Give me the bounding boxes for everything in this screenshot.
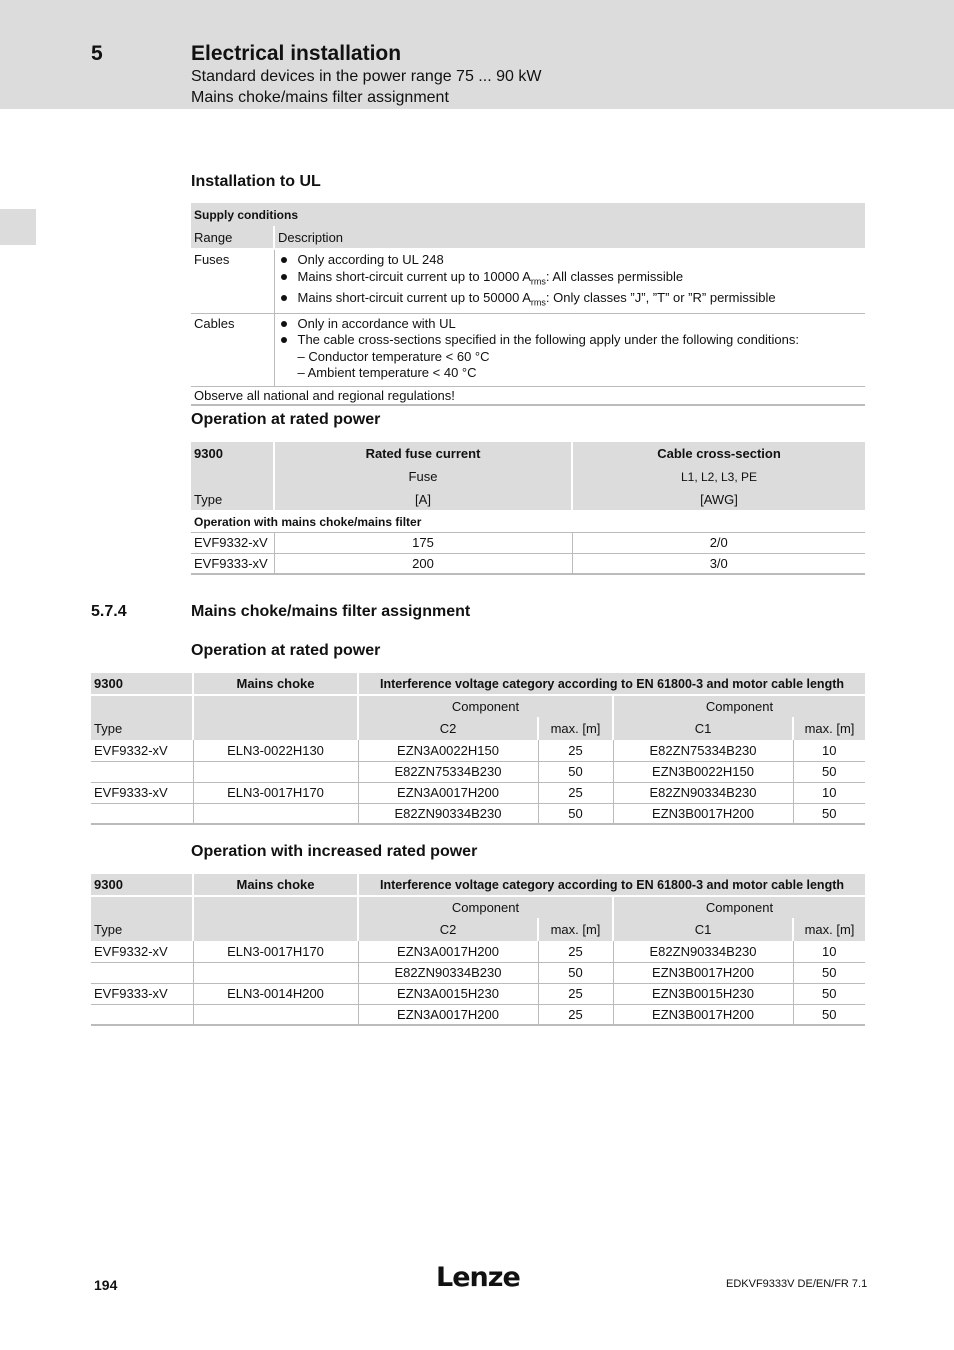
col-c2: C2 [358,717,538,740]
list-item: Mains short-circuit current up to 50000 $A_{rms}$: Only classes ”J”, ”T” or ”R” permissible [278,290,863,311]
choke-rated-table [91,673,865,825]
col-c1-max: max. [m] [793,918,865,941]
table-row: EVF9333-xV 200 3/0 [191,553,865,574]
chapter-header-band [0,0,954,109]
unit-fuse: [A] [274,488,572,511]
list-item: The cable cross-sections specified in the following apply under the following conditions: [278,332,863,349]
col-9300: 9300 [94,676,123,691]
fuses-label: Fuses [194,252,230,267]
list-item: Only according to UL 248 [278,252,863,269]
col-9300: 9300 [194,446,223,461]
page-number: 194 [94,1277,118,1293]
col-cable-cross: Cable cross-section [572,442,865,465]
col-9300: 9300 [94,877,123,892]
section-number: 5.7.4 [91,603,127,620]
rated-power-heading: Operation at rated power [191,411,381,428]
col-c1-max: max. [m] [793,717,865,740]
type-label: Type [94,721,123,736]
col-rated-fuse: Rated fuse current [274,442,572,465]
lenze-logo: Lenze [436,1262,520,1293]
supply-conditions-title: Supply conditions [194,207,298,222]
list-item: Mains short-circuit current up to 10000 $A_{rms}$: All classes permissible [278,269,863,290]
cables-label: Cables [194,315,235,331]
document-id: EDKVF9333V DE/EN/FR 7.1 [726,1278,868,1290]
sub-cable: L1, L2, L3, PE [572,465,865,488]
col-mains-choke: Mains choke [193,874,358,896]
chapter-number: 5 [91,42,103,65]
chapter-subtitle-2: Mains choke/mains filter assignment [191,89,449,106]
choke-increased-heading: Operation with increased rated power [191,843,478,860]
col-interference: Interference voltage category according to EN 61800-3 and motor cable length [358,874,865,896]
sub-fuse: Fuse [274,465,572,488]
table-row: E82ZN75334B230 50 EZN3B0022H150 50 [91,761,865,782]
choke-rated-heading: Operation at rated power [191,642,381,659]
table-row: EVF9333-xV ELN3-0017H170 EZN3A0017H200 25 E82ZN90334B230 10 [91,782,865,803]
list-item: Only in accordance with UL [278,316,863,333]
fuses-list [278,252,863,311]
table-row: EVF9333-xV ELN3-0014H200 EZN3A0015H230 25 EZN3B0015H230 50 [91,983,865,1004]
group-label: Operation with mains choke/mains filter [194,514,422,529]
chapter-subtitle-1: Standard devices in the power range 75 ... 90 kW [191,68,542,85]
table-row: EZN3A0017H200 25 EZN3B0017H200 50 [91,1004,865,1025]
col-c2-max: max. [m] [538,918,613,941]
component-c2: Component [358,695,613,717]
component-c2: Component [358,896,613,918]
col-range: Range [191,226,274,249]
section-title: Mains choke/mains filter assignment [191,603,471,620]
table-row: E82ZN90334B230 50 EZN3B0017H200 50 [91,962,865,983]
choke-increased-table [91,874,865,1026]
table-row: EVF9332-xV 175 2/0 [191,532,865,553]
col-c1: C1 [613,717,793,740]
col-c1: C1 [613,918,793,941]
ul-heading: Installation to UL [191,173,321,190]
col-interference: Interference voltage category according to EN 61800-3 and motor cable length [358,673,865,695]
supply-conditions-table [191,203,865,406]
col-c2-max: max. [m] [538,717,613,740]
rated-fuse-table [191,442,865,575]
chapter-title: Electrical installation [191,42,402,65]
col-description: Description [274,226,865,249]
component-c1: Component [613,695,865,717]
col-mains-choke: Mains choke [193,673,358,695]
component-c1: Component [613,896,865,918]
condition-conductor-temp: – Conductor temperature < 60 °C [297,348,490,364]
unit-cable: [AWG] [572,488,865,511]
table-row: EVF9332-xV ELN3-0017H170 EZN3A0017H200 25 E82ZN90334B230 10 [91,941,865,962]
side-tab-marker [0,209,36,245]
cables-list [278,316,863,349]
col-c2: C2 [358,918,538,941]
table-row: E82ZN90334B230 50 EZN3B0017H200 50 [91,803,865,824]
table-row: EVF9332-xV ELN3-0022H130 EZN3A0022H150 25 E82ZN75334B230 10 [91,740,865,761]
type-label: Type [194,491,223,507]
type-label: Type [94,922,123,937]
condition-ambient-temp: – Ambient temperature < 40 °C [297,365,477,381]
regulations-note: Observe all national and regional regulations! [194,387,455,403]
